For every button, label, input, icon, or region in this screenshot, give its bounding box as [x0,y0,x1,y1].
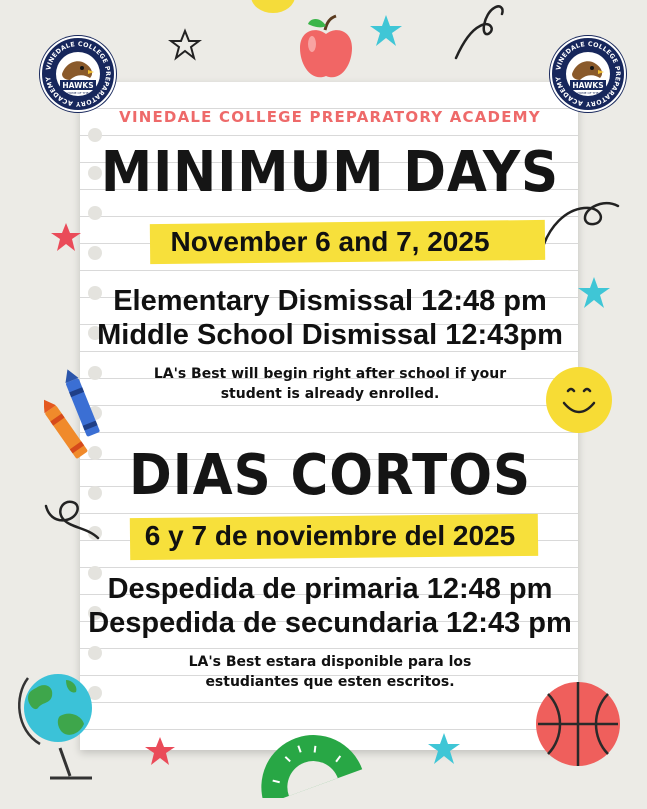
note-line: LA's Best will begin right after school if your [153,366,507,382]
title-dias-cortos: DIAS CORTOS [129,443,531,508]
title-minimum-days: MINIMUM DAYS [100,140,560,205]
protractor-icon [254,708,364,798]
svg-text:VINEDALE COLLEGE PREPARATORY A: VINEDALE COLLEGE PREPARATORY ACADEMY [555,40,622,108]
dismissal-times-english [60,284,600,352]
star-icon [368,14,404,48]
school-name: VINEDALE COLLEGE PREPARATORY ACADEMY [119,108,541,126]
squiggle-icon [450,0,510,62]
secundaria-dismissal: Despedida de secundaria 12:43 pm [88,607,572,639]
school-logo-icon [550,36,626,112]
school-logo-icon [40,36,116,112]
note-line: estudiantes que esten escritos. [205,674,455,690]
middle-school-dismissal: Middle School Dismissal 12:43pm [97,319,563,351]
date-english: November 6 and 7, 2025 [170,226,490,257]
svg-text:HOME OF THE: HOME OF THE [67,91,89,95]
note-line: LA's Best estara disponible para los [188,654,472,670]
svg-text:HAWKS: HAWKS [62,81,94,90]
las-best-note-english [60,364,600,404]
star-icon [144,736,176,766]
dismissal-times-spanish [60,572,600,640]
star-icon [426,732,462,766]
las-best-note-spanish [60,652,600,692]
svg-text:HOME OF THE: HOME OF THE [577,91,599,95]
svg-text:VINEDALE COLLEGE PREPARATORY A: VINEDALE COLLEGE PREPARATORY ACADEMY [45,40,112,108]
apple-icon [296,12,356,84]
svg-text:HAWKS: HAWKS [572,81,604,90]
note-line: student is already enrolled. [220,386,440,402]
elementary-dismissal: Elementary Dismissal 12:48 pm [113,285,547,317]
primaria-dismissal: Despedida de primaria 12:48 pm [107,573,553,605]
yellow-circle-icon [248,0,298,16]
date-spanish: 6 y 7 de noviembre del 2025 [144,520,516,551]
basketball-icon [534,680,622,768]
star-outline-icon [168,28,202,62]
